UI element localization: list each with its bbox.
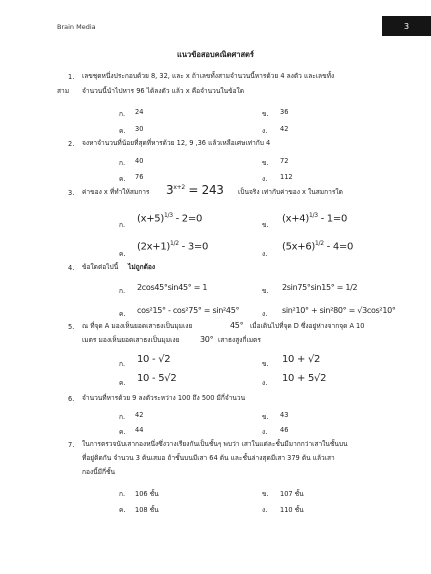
eq-base: (5x+6) (282, 241, 316, 253)
eq-base: (2x+1) (137, 241, 171, 253)
eq-rest: = 243 (184, 183, 224, 197)
eq-base: 3 (166, 183, 174, 197)
choice-value: 107 ชั้น (280, 490, 304, 498)
question-number: 2. (68, 140, 75, 148)
choice-value: 72 (280, 157, 289, 165)
choice-value: 40 (135, 157, 144, 165)
eq-rest: - 1=0 (317, 213, 348, 225)
question-text-emphasis: ไม่ถูกต้อง (128, 263, 156, 271)
question-number: 5. (68, 323, 75, 331)
choice-value: 110 ชั้น (280, 506, 304, 514)
choice-label: ง. (262, 428, 268, 436)
choice-label: ง. (262, 310, 268, 318)
choice-value: 42 (135, 411, 144, 419)
choice-value: 43 (280, 411, 289, 419)
question-text: จำนวนที่หารด้วย 9 ลงตัวระหว่าง 100 ถึง 500 มีกี่จำนวน (82, 394, 246, 402)
question-number: 7. (68, 441, 75, 449)
question-text: จงหาจำนวนที่น้อยที่สุดที่หารด้วย 12, 9 ,36 แล้วเหลือเศษเท่ากับ 4 (82, 139, 271, 147)
choice-label: ง. (262, 250, 268, 258)
question-text: ค่าของ x ที่ทำให้สมการ (82, 188, 150, 196)
choice-equation: 10 - √2 (137, 354, 171, 365)
angle-value: 30° (200, 335, 214, 344)
choice-label: ก. (119, 221, 126, 229)
choice-label: ค. (119, 175, 126, 183)
choice-label: ค. (119, 127, 126, 135)
choice-label: ง. (262, 175, 268, 183)
choice-label: ค. (119, 250, 126, 258)
choice-label: ก. (119, 110, 126, 118)
choice-label: ง. (262, 127, 268, 135)
eq-rest: - 3=0 (178, 241, 209, 253)
eq-rest: - 4=0 (323, 241, 354, 253)
choice-label: ค. (119, 310, 126, 318)
choice-label: ข. (262, 413, 269, 421)
question-number: 4. (68, 264, 75, 272)
choice-label: ง. (262, 506, 268, 514)
choice-label: ข. (262, 287, 269, 295)
question-text: เมตร มองเห็นยอดเสาธงเป็นมุมเงย (82, 336, 180, 344)
choice-equation: 10 - 5√2 (137, 373, 177, 384)
choice-label: ข. (262, 360, 269, 368)
eq-exponent: 1/2 (170, 240, 179, 247)
choice-value: 108 ชั้น (135, 506, 159, 514)
eq-base: (x+5) (137, 213, 164, 225)
question-text: ที่อยู่ติดกัน จำนวน 3 ต้นเสมอ ถ้าชั้นบนมีเสา 64 ต้น และชั้นล่างสุดมีเสา 379 ต้น แล้วเสา (82, 454, 335, 462)
choice-value: 46 (280, 426, 289, 434)
choice-value: 106 ชั้น (135, 490, 159, 498)
question-text: เมื่อเดินไปที่จุด D ซึ่งอยู่ห่างจากจุด A 10 (250, 322, 365, 330)
question-text-lead: สาม (57, 87, 70, 95)
choice-label: ข. (262, 110, 269, 118)
choice-equation (282, 212, 347, 224)
choice-label: ข. (262, 159, 269, 167)
choice-equation (282, 240, 353, 252)
choice-equation: 2sin75°sin15° = 1/2 (282, 283, 358, 292)
question-text: เลขชุดหนึ่งประกอบด้วย 8, 32, และ x ถ้าเลขทั้งสามจำนวนนี้หารด้วย 4 ลงตัว และเลขทั้ง (82, 72, 335, 80)
brand-name: Brain Media (57, 23, 96, 31)
question-text: เสาธงสูงกี่เมตร (218, 336, 261, 344)
choice-value: 36 (280, 108, 289, 116)
question-text: จำนวนนี้นำไปหาร 96 ได้ลงตัว แล้ว x คือจำนวนในข้อใด (82, 87, 245, 95)
choice-value: 76 (135, 173, 144, 181)
choice-equation: 10 + 5√2 (282, 373, 327, 384)
choice-label: ข. (262, 490, 269, 498)
eq-rest: - 2=0 (172, 213, 203, 225)
choice-label: ค. (119, 379, 126, 387)
choice-label: ก. (119, 490, 126, 498)
choice-equation (137, 212, 202, 224)
choice-value: 112 (280, 173, 293, 181)
question-text: เป็นจริง เท่ากับค่าของ x ในสมการใด (238, 188, 343, 196)
choice-value: 24 (135, 108, 144, 116)
choice-equation: 2cos45°sin45° = 1 (137, 283, 208, 292)
equation (166, 183, 224, 197)
question-number: 1. (68, 73, 75, 81)
choice-equation: cos²15° - cos²75° = sin²45° (137, 306, 240, 315)
choice-label: ค. (119, 506, 126, 514)
eq-exponent: 1/3 (308, 212, 318, 219)
question-number: 6. (68, 395, 75, 403)
question-text: กองนี้มีกี่ชั้น (82, 468, 116, 476)
eq-base: (x+4) (282, 213, 309, 225)
eq-exponent: 1/2 (315, 240, 324, 247)
question-text: ข้อใดต่อไปนี้ (82, 263, 119, 271)
choice-label: ก. (119, 287, 126, 295)
choice-label: ก. (119, 360, 126, 368)
choice-equation (137, 240, 208, 252)
choice-label: ข. (262, 221, 269, 229)
choice-label: ง. (262, 379, 268, 387)
question-number: 3. (68, 189, 75, 197)
page-number: 3 (403, 21, 410, 31)
choice-value: 30 (135, 125, 144, 133)
choice-equation: sin²10° + sin²80° = √3cos²10° (282, 306, 396, 315)
eq-exponent: 1/3 (163, 212, 173, 219)
choice-value: 42 (280, 125, 289, 133)
choice-label: ก. (119, 413, 126, 421)
choice-equation: 10 + √2 (282, 354, 321, 365)
question-text: ณ ที่จุด A มองเห็นยอดเสาธงเป็นมุมเงย (82, 322, 193, 330)
eq-exponent: x+2 (173, 184, 185, 191)
choice-label: ค. (119, 428, 126, 436)
angle-value: 45° (230, 321, 244, 330)
page-title: แนวข้อสอบคณิตศาสตร์ (177, 50, 254, 59)
page-number-box (382, 16, 431, 36)
choice-label: ก. (119, 159, 126, 167)
question-text: ในการตรวจนับเสากองหนึ่งซึ่งวางเรียงกันเป็นชั้นๆ พบว่า เสาในแต่ละชั้นมีมากกว่าเสาในชั้นบน (82, 440, 348, 448)
choice-value: 44 (135, 426, 144, 434)
